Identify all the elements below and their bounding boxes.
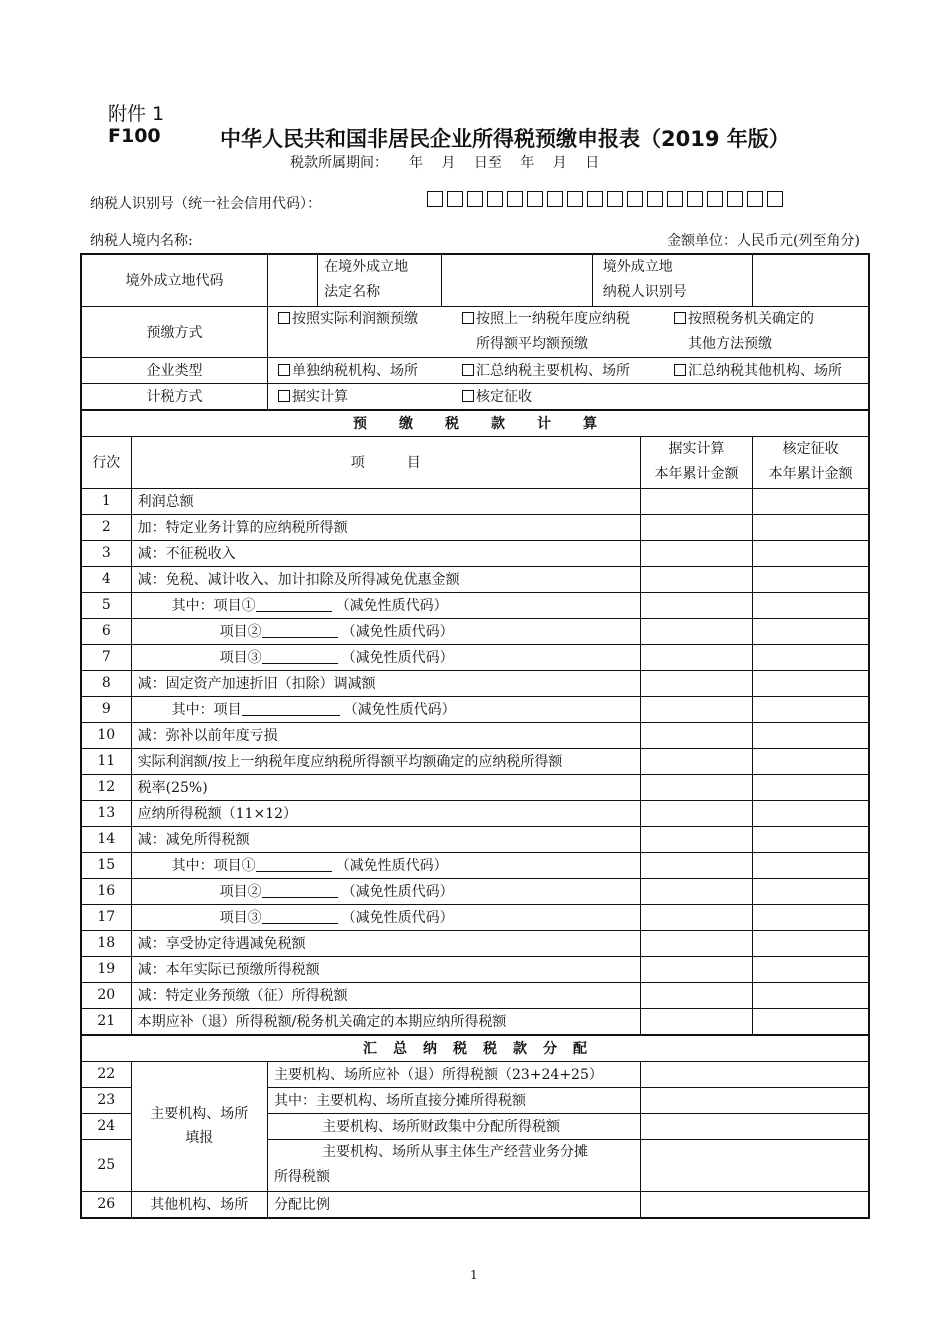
deemed-amount-cell[interactable]	[753, 982, 869, 1008]
taxpayer-name-label: 纳税人境内名称:	[90, 233, 193, 249]
id-digit-box[interactable]	[667, 191, 683, 207]
page-number: 1	[470, 1268, 478, 1282]
deemed-amount-cell[interactable]	[753, 878, 869, 904]
row-item: 分配比例	[267, 1191, 640, 1218]
section-title-char: 纳	[423, 1041, 437, 1057]
currency-unit-label: 金额单位：人民币元(列至角分)	[667, 233, 860, 249]
actual-amount-cell[interactable]	[640, 748, 752, 774]
tax-method-options	[267, 383, 869, 410]
section-title-char: 计	[537, 416, 551, 432]
row-item: 减：享受协定待遇减免税额	[131, 930, 640, 956]
row-number: 2	[81, 514, 131, 540]
deemed-amount-cell[interactable]	[753, 644, 869, 670]
section-title-char: 预	[353, 416, 367, 432]
table-row	[81, 618, 869, 644]
table-row	[81, 748, 869, 774]
col-header-deemed: 核定征收 本年累计金额	[753, 436, 869, 488]
col-header-actual: 据实计算 本年累计金额	[640, 436, 752, 488]
actual-amount-cell[interactable]	[640, 982, 752, 1008]
type-option-main[interactable]: 汇总纳税主要机构、场所	[462, 360, 674, 380]
row-item: 实际利润额/按上一纳税年度应纳税所得额平均额确定的应纳税所得额	[131, 748, 640, 774]
overseas-name-label: 在境外成立地 法定名称	[318, 254, 442, 306]
checkbox-icon[interactable]	[462, 364, 474, 376]
row-number: 1	[81, 488, 131, 514]
checkbox-icon[interactable]	[462, 312, 474, 324]
row-item: 主要机构、场所财政集中分配所得税额	[267, 1113, 640, 1139]
actual-amount-cell[interactable]	[640, 826, 752, 852]
id-digit-box[interactable]	[727, 191, 743, 207]
actual-amount-cell[interactable]	[640, 852, 752, 878]
table-row	[81, 774, 869, 800]
id-digit-box[interactable]	[527, 191, 543, 207]
table-row	[81, 982, 869, 1008]
row-number: 7	[81, 644, 131, 670]
section-title-char: 款	[513, 1041, 527, 1057]
overseas-name-field[interactable]	[442, 254, 592, 306]
section-title-char: 总	[393, 1041, 407, 1057]
deemed-amount-cell[interactable]	[753, 904, 869, 930]
section-title-char: 汇	[363, 1041, 377, 1057]
blank-line[interactable]	[262, 649, 338, 664]
actual-amount-cell[interactable]	[640, 1008, 752, 1035]
blank-line[interactable]	[262, 883, 338, 898]
row-number: 6	[81, 618, 131, 644]
row-number: 16	[81, 878, 131, 904]
row-item: 项目② （减免性质代码）	[131, 618, 640, 644]
row-item: 减：特定业务预缴（征）所得税额	[131, 982, 640, 1008]
deemed-amount-cell[interactable]	[753, 618, 869, 644]
checkbox-icon[interactable]	[674, 364, 686, 376]
actual-amount-cell[interactable]	[640, 540, 752, 566]
row-item: 减：弥补以前年度亏损	[131, 722, 640, 748]
taxpayer-id-boxes[interactable]	[427, 191, 783, 207]
table-row	[81, 566, 869, 592]
row-number: 20	[81, 982, 131, 1008]
taxpayer-id-label: 纳税人识别号（统一社会信用代码）：	[90, 196, 321, 212]
row-item: 主要机构、场所应补（退）所得税额（23+24+25）	[267, 1061, 640, 1087]
row-item: 减：固定资产加速折旧（扣除）调减额	[131, 670, 640, 696]
actual-amount-cell[interactable]	[640, 696, 752, 722]
table-row	[81, 852, 869, 878]
row-item: 加：特定业务计算的应纳税所得额	[131, 514, 640, 540]
id-digit-box[interactable]	[567, 191, 583, 207]
blank-line[interactable]	[256, 597, 332, 612]
row-item: 其中：项目 （减免性质代码）	[131, 696, 640, 722]
id-digit-box[interactable]	[767, 191, 783, 207]
row-number: 9	[81, 696, 131, 722]
row-item: 主要机构、场所从事主体生产经营业务分摊 所得税额	[267, 1139, 640, 1191]
id-digit-box[interactable]	[487, 191, 503, 207]
table-row	[81, 488, 869, 514]
table-row	[81, 670, 869, 696]
row-number: 3	[81, 540, 131, 566]
row-number: 19	[81, 956, 131, 982]
deemed-amount-cell[interactable]	[753, 800, 869, 826]
row-item: 减：减免所得税额	[131, 826, 640, 852]
actual-amount-cell[interactable]	[640, 956, 752, 982]
section-title-char: 缴	[399, 416, 413, 432]
deemed-amount-cell[interactable]	[753, 1008, 869, 1035]
actual-amount-cell[interactable]	[640, 566, 752, 592]
deemed-amount-cell[interactable]	[753, 540, 869, 566]
other-institution-label: 其他机构、场所	[131, 1191, 267, 1218]
method-option-deemed[interactable]: 核定征收	[462, 386, 532, 406]
row-number: 5	[81, 592, 131, 618]
actual-amount-cell[interactable]	[640, 878, 752, 904]
row-number: 18	[81, 930, 131, 956]
col-header-item: 项 目	[131, 436, 640, 488]
section-title-char: 配	[573, 1041, 587, 1057]
deemed-amount-cell[interactable]	[753, 748, 869, 774]
table-row	[81, 1008, 869, 1035]
table-row	[81, 696, 869, 722]
tax-period: 税款所属期间： 年 月 日至 年 月 日	[290, 155, 600, 171]
actual-amount-cell[interactable]	[640, 904, 752, 930]
row-number: 26	[81, 1191, 131, 1218]
section-prepayment-title	[81, 410, 869, 437]
checkbox-icon[interactable]	[278, 312, 290, 324]
blank-line[interactable]	[262, 909, 338, 924]
amount-cell[interactable]	[640, 1139, 869, 1191]
page-title: 中华人民共和国非居民企业所得税预缴申报表（2019 年版）	[220, 127, 790, 151]
table-row	[81, 930, 869, 956]
table-row	[81, 540, 869, 566]
method-option-actual[interactable]: 据实计算	[278, 386, 462, 406]
id-digit-box[interactable]	[747, 191, 763, 207]
row-item: 其中：主要机构、场所直接分摊所得税额	[267, 1087, 640, 1113]
table-row	[81, 826, 869, 852]
table-row	[81, 644, 869, 670]
row-item: 利润总额	[131, 488, 640, 514]
amount-cell[interactable]	[640, 1191, 869, 1218]
row-item: 税率(25%)	[131, 774, 640, 800]
prepay-method-options	[267, 306, 869, 357]
row-item: 项目③ （减免性质代码）	[131, 644, 640, 670]
id-digit-box[interactable]	[507, 191, 523, 207]
checkbox-icon[interactable]	[674, 312, 686, 324]
id-digit-box[interactable]	[587, 191, 603, 207]
table-row	[81, 956, 869, 982]
actual-amount-cell[interactable]	[640, 722, 752, 748]
enterprise-type-options	[267, 357, 869, 383]
prepay-option-other[interactable]: 按照税务机关确定的 其他方法预缴	[674, 307, 814, 357]
id-digit-box[interactable]	[607, 191, 623, 207]
amount-cell[interactable]	[640, 1113, 869, 1139]
overseas-code-field[interactable]	[267, 254, 317, 306]
checkbox-icon[interactable]	[278, 364, 290, 376]
row-item: 应纳所得税额（11×12）	[131, 800, 640, 826]
row-item: 项目③ （减免性质代码）	[131, 904, 640, 930]
blank-line[interactable]	[256, 857, 332, 872]
type-option-single[interactable]: 单独纳税机构、场所	[278, 360, 462, 380]
id-digit-box[interactable]	[467, 191, 483, 207]
actual-amount-cell[interactable]	[640, 592, 752, 618]
deemed-amount-cell[interactable]	[753, 826, 869, 852]
actual-amount-cell[interactable]	[640, 670, 752, 696]
declaration-table	[80, 253, 870, 1219]
row-number: 11	[81, 748, 131, 774]
row-number: 4	[81, 566, 131, 592]
row-number: 8	[81, 670, 131, 696]
checkbox-icon[interactable]	[278, 390, 290, 402]
id-digit-box[interactable]	[627, 191, 643, 207]
deemed-amount-cell[interactable]	[753, 722, 869, 748]
row-item: 其中：项目① （减免性质代码）	[131, 592, 640, 618]
id-digit-box[interactable]	[647, 191, 663, 207]
amount-cell[interactable]	[640, 1061, 869, 1087]
deemed-amount-cell[interactable]	[753, 670, 869, 696]
actual-amount-cell[interactable]	[640, 488, 752, 514]
row-number: 15	[81, 852, 131, 878]
deemed-amount-cell[interactable]	[753, 488, 869, 514]
attachment-label: 附件 1	[108, 103, 165, 125]
amount-cell[interactable]	[640, 1087, 869, 1113]
deemed-amount-cell[interactable]	[753, 592, 869, 618]
main-institution-label: 主要机构、场所 填报	[131, 1061, 267, 1191]
checkbox-icon[interactable]	[462, 390, 474, 402]
row-number: 10	[81, 722, 131, 748]
table-row	[81, 514, 869, 540]
row-item: 本期应补（退）所得税额/税务机关确定的本期应纳所得税额	[131, 1008, 640, 1035]
deemed-amount-cell[interactable]	[753, 696, 869, 722]
section-title-char: 算	[583, 416, 597, 432]
actual-amount-cell[interactable]	[640, 774, 752, 800]
id-digit-box[interactable]	[447, 191, 463, 207]
table-row	[81, 800, 869, 826]
actual-amount-cell[interactable]	[640, 514, 752, 540]
overseas-tin-label: 境外成立地 纳税人识别号	[592, 254, 752, 306]
row-item: 减：免税、减计收入、加计扣除及所得减免优惠金额	[131, 566, 640, 592]
row-number: 24	[81, 1113, 131, 1139]
section-title-char: 款	[491, 416, 505, 432]
type-option-other[interactable]: 汇总纳税其他机构、场所	[674, 360, 842, 380]
row-number: 23	[81, 1087, 131, 1113]
id-digit-box[interactable]	[547, 191, 563, 207]
row-number: 14	[81, 826, 131, 852]
id-digit-box[interactable]	[427, 191, 443, 207]
actual-amount-cell[interactable]	[640, 618, 752, 644]
table-row	[81, 722, 869, 748]
id-digit-box[interactable]	[687, 191, 703, 207]
enterprise-type-label: 企业类型	[81, 357, 267, 383]
row-item: 项目② （减免性质代码）	[131, 878, 640, 904]
row-number: 21	[81, 1008, 131, 1035]
deemed-amount-cell[interactable]	[753, 566, 869, 592]
overseas-tin-field[interactable]	[753, 254, 869, 306]
actual-amount-cell[interactable]	[640, 644, 752, 670]
section-title-char: 税	[483, 1041, 497, 1057]
row-number: 22	[81, 1061, 131, 1087]
row-number: 13	[81, 800, 131, 826]
deemed-amount-cell[interactable]	[753, 930, 869, 956]
row-number: 17	[81, 904, 131, 930]
tax-method-label: 计税方式	[81, 383, 267, 410]
blank-line[interactable]	[242, 701, 340, 716]
section-allocation-title	[81, 1035, 869, 1062]
blank-line[interactable]	[262, 623, 338, 638]
id-digit-box[interactable]	[707, 191, 723, 207]
deemed-amount-cell[interactable]	[753, 774, 869, 800]
table-row	[81, 592, 869, 618]
row-number: 25	[81, 1139, 131, 1191]
section-title-char: 税	[453, 1041, 467, 1057]
actual-amount-cell[interactable]	[640, 930, 752, 956]
section-title-char: 税	[445, 416, 459, 432]
actual-amount-cell[interactable]	[640, 800, 752, 826]
deemed-amount-cell[interactable]	[753, 514, 869, 540]
deemed-amount-cell[interactable]	[753, 852, 869, 878]
deemed-amount-cell[interactable]	[753, 956, 869, 982]
table-row	[81, 878, 869, 904]
row-item: 减：本年实际已预缴所得税额	[131, 956, 640, 982]
section-title-char: 分	[543, 1041, 557, 1057]
prepay-option-actual[interactable]: 按照实际利润额预缴	[278, 307, 462, 357]
prepay-method-label: 预缴方式	[81, 306, 267, 357]
row-number: 12	[81, 774, 131, 800]
col-header-row-no: 行次	[81, 436, 131, 488]
form-code: F100	[108, 125, 161, 147]
row-item: 其中：项目① （减免性质代码）	[131, 852, 640, 878]
row-item: 减：不征税收入	[131, 540, 640, 566]
prepay-option-average[interactable]: 按照上一纳税年度应纳税 所得额平均额预缴	[462, 307, 674, 357]
table-row	[81, 904, 869, 930]
overseas-code-label: 境外成立地代码	[81, 254, 267, 306]
